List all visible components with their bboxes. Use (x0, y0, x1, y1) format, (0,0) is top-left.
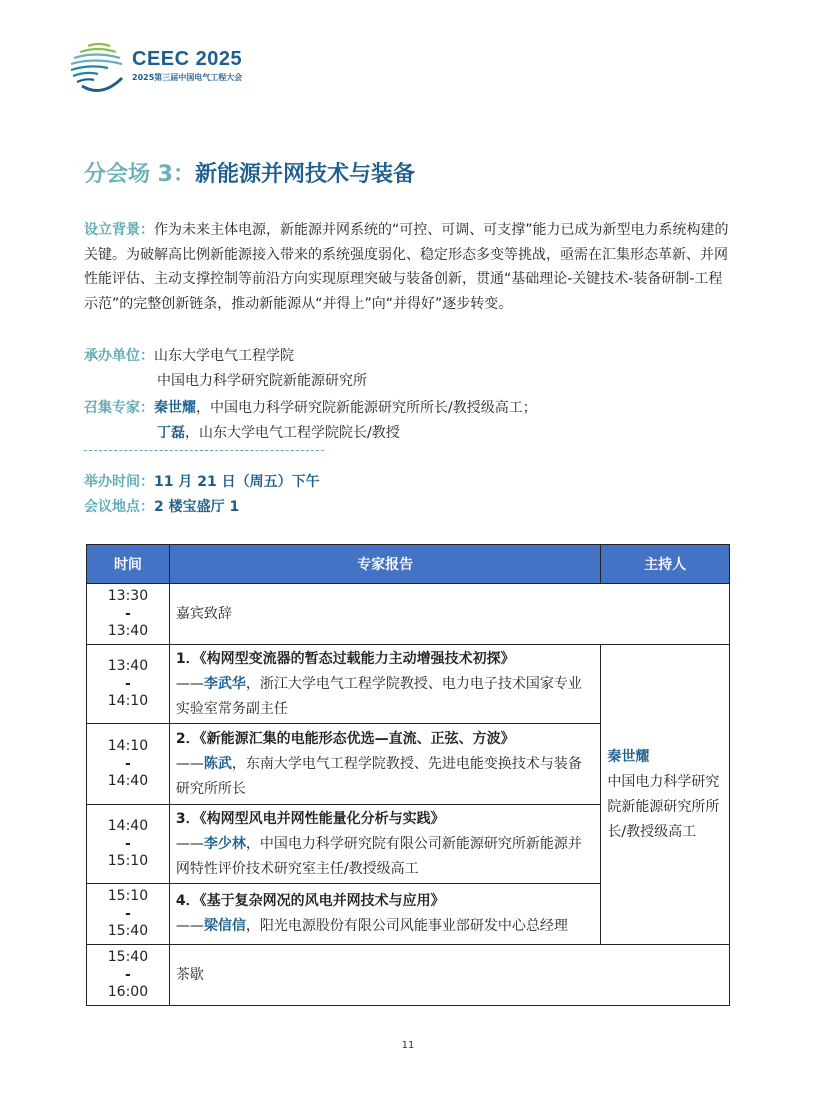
dashed-divider (84, 450, 324, 451)
expert-name: 丁磊 (157, 425, 185, 441)
page-number: 11 (401, 1040, 415, 1051)
table-row (87, 584, 730, 645)
logo-subtitle: 2025第三届中国电气工程大会 (132, 73, 243, 82)
report-cell: 嘉宾致辞 (169, 584, 729, 645)
speaker-affiliation: ，中国电力科学研究院有限公司新能源研究所新能源并网特性评价技术研究室主任/教授级高工 (175, 835, 582, 877)
talk-title: 3．《构网型风电并网性能量化分析与实践》 (175, 810, 445, 827)
organizer-label: 承办单位： (84, 348, 154, 364)
time-cell: 14:10 - 14:40 (87, 724, 170, 805)
speaker-affiliation: ，东南大学电气工程学院教授、先进电能变换技术与装备研究所所长 (175, 755, 582, 797)
time-cell: 15:10 - 15:40 (87, 884, 170, 945)
host-desc: 中国电力科学研究院新能源研究所所长/教授级高工 (607, 773, 720, 840)
organizer-item: 山东大学电气工程学院 (154, 348, 294, 364)
time-value: 11 月 21 日（周五）下午 (154, 474, 320, 490)
speaker-name: 陈武 (203, 755, 232, 772)
time-cell: 14:40 - 15:10 (87, 805, 170, 884)
speaker-name: 李少林 (203, 835, 246, 852)
talk-speaker: ——陈武，东南大学电气工程学院教授、先进电能变换技术与装备研究所所长 (175, 755, 582, 797)
conference-logo (68, 38, 268, 94)
talk-speaker: ——李少林，中国电力科学研究院有限公司新能源研究所新能源并网特性评价技术研究室主任/教授级高工 (175, 835, 582, 877)
time-cell: 13:30 - 13:40 (87, 584, 170, 645)
expert-desc: ，山东大学电气工程学院院长/教授 (185, 425, 400, 441)
report-cell (169, 645, 600, 724)
table-header-row (87, 545, 730, 584)
organizer-item: 中国电力科学研究院新能源研究所 (157, 373, 367, 389)
session-name: 新能源并网技术与装备 (194, 162, 415, 187)
speaker-name: 李武华 (203, 675, 246, 692)
time-row (84, 470, 320, 494)
expert-row (84, 396, 537, 420)
talk-speaker: ——梁信信，阳光电源股份有限公司风能事业部研发中心总经理 (175, 918, 568, 934)
expert-desc: ，中国电力科学研究院新能源研究所所长/教授级高工； (196, 400, 537, 416)
report-cell (169, 884, 600, 945)
expert-row (157, 421, 400, 445)
expert-name: 秦世耀 (154, 400, 196, 416)
table-row (87, 945, 730, 1006)
talk-title: 2．《新能源汇集的电能形态优选—直流、正弦、方波》 (175, 730, 515, 747)
session-prefix: 分会场 3： (84, 162, 195, 187)
report-cell (169, 805, 600, 884)
background-label: 设立背景： (84, 222, 154, 238)
page-title (84, 157, 415, 188)
organizer-row (157, 369, 367, 393)
host-cell (601, 645, 730, 945)
host-name: 秦世耀 (607, 748, 650, 765)
report-cell: 茶歇 (169, 945, 729, 1006)
speaker-name: 梁信信 (203, 918, 246, 934)
expert-label: 召集专家： (84, 400, 154, 416)
logo-title: CEEC 2025 (132, 48, 243, 70)
talk-title: 4．《基于复杂网况的风电并网技术与应用》 (175, 893, 445, 909)
location-label: 会议地点： (84, 499, 154, 515)
ceec-globe-icon (68, 38, 128, 94)
talk-title: 1．《构网型变流器的暂态过载能力主动增强技术初探》 (175, 650, 515, 667)
header-host: 主持人 (601, 545, 730, 584)
background-text: 作为未来主体电源，新能源并网系统的“可控、可调、可支撑”能力已成为新型电力系统构建的关键。为破解高比例新能源接入带来的系统强度弱化、稳定形态多变等挑战，亟需在汇集形态革新、并网性能评估、主动支撑控制等前沿方向实现原理突破与装备创新，贯通“基础理论-关键技术-装备研制-工程示范”的完整创新链条，推动新能源从“并得上”向“并得好”逐步转变。 (84, 222, 729, 312)
location-row (84, 495, 239, 519)
schedule-table (86, 544, 730, 1006)
location-value: 2 楼宝盛厅 1 (154, 499, 240, 515)
talk-speaker: ——李武华，浙江大学电气工程学院教授、电力电子技术国家专业实验室常务副主任 (175, 675, 582, 717)
speaker-affiliation: ，阳光电源股份有限公司风能事业部研发中心总经理 (245, 918, 568, 934)
header-report: 专家报告 (169, 545, 600, 584)
background-paragraph (84, 218, 736, 316)
time-cell: 13:40 - 14:10 (87, 645, 170, 724)
organizer-row (84, 344, 294, 368)
time-cell: 15:40 - 16:00 (87, 945, 170, 1006)
time-label: 举办时间： (84, 474, 154, 490)
header-time: 时间 (87, 545, 170, 584)
report-cell (169, 724, 600, 805)
table-row (87, 645, 730, 724)
speaker-affiliation: ，浙江大学电气工程学院教授、电力电子技术国家专业实验室常务副主任 (175, 675, 582, 717)
